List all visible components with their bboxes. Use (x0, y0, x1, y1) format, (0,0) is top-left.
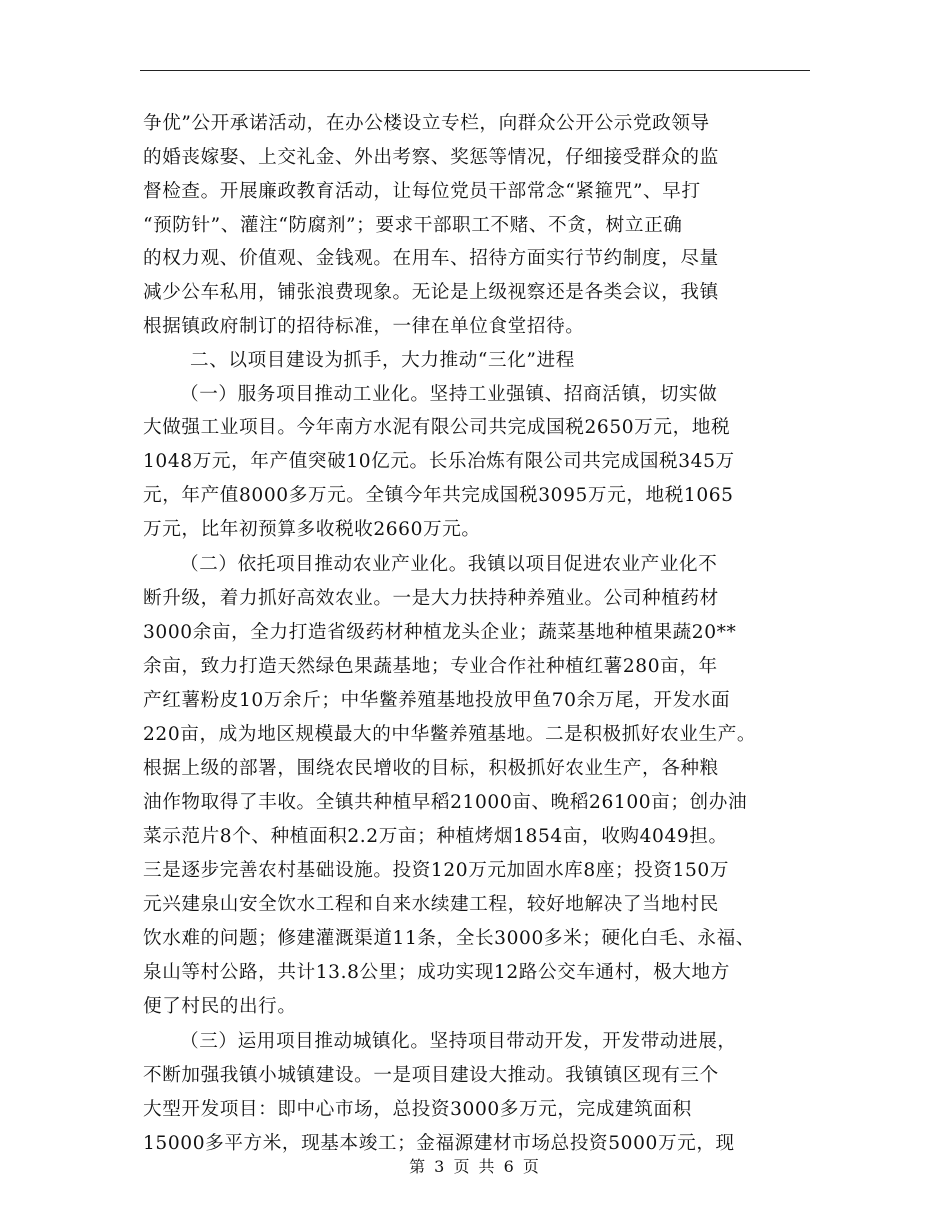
text-line: 1048万元，年产值突破10亿元。长乐冶炼有限公司共完成国税345万 (143, 451, 735, 472)
text-line: 产红薯粉皮10万余斤；中华鳖养殖基地投放甲鱼70余万尾，开发水面 (143, 690, 731, 711)
text-line: 大型开发项目：即中心市场，总投资3000多万元，完成建筑面积 (143, 1099, 692, 1120)
text-line: 三是逐步完善农村基础设施。投资120万元加固水库8座；投资150万 (143, 860, 730, 881)
text-line: 的权力观、价值观、金钱观。在用车、招待方面实行节约制度，尽量 (143, 248, 719, 269)
header-rule (140, 70, 810, 71)
page-footer: 第 3 页 共 6 页 (409, 1157, 541, 1176)
text-line: （一）服务项目推动工业化。坚持工业强镇、招商活镇，切实做 (180, 384, 718, 405)
text-line: 泉山等村公路，共计13.8公里；成功实现12路公交车通村，极大地方 (143, 962, 730, 983)
text-line: （二）依托项目推动农业产业化。我镇以项目促进农业产业化不 (180, 554, 718, 575)
text-line: 根据上级的部署，围绕农民增收的目标，积极抓好农业生产，各种粮 (143, 758, 719, 779)
text-line: 余亩，致力打造天然绿色果蔬基地；专业合作社种植红薯280亩，年 (143, 656, 718, 677)
text-line: “预防针”、灌注“防腐剂”；要求干部职工不赌、不贪，树立正确 (143, 215, 683, 236)
text-line: 不断加强我镇小城镇建设。一是项目建设大推动。我镇镇区现有三个 (143, 1065, 719, 1086)
text-line: 饮水难的问题；修建灌溉渠道11条，全长3000多米；硬化白毛、永福、 (143, 928, 756, 949)
text-line: 220亩，成为地区规模最大的中华鳖养殖基地。二是积极抓好农业生产。 (143, 724, 757, 745)
text-line: 争优”公开承诺活动，在办公楼设立专栏，向群众公开公示党政领导 (143, 113, 710, 134)
text-line: 元，年产值8000多万元。全镇今年共完成国税3095万元，地税1065 (143, 485, 734, 506)
text-line: 督检查。开展廉政教育活动，让每位党员干部常念“紧箍咒”、早打 (143, 181, 701, 202)
text-line: 3000余亩，全力打造省级药材种植龙头企业；蔬菜基地种植果蔬20** (143, 622, 737, 643)
text-line: 减少公车私用，铺张浪费现象。无论是上级视察还是各类会议，我镇 (143, 282, 719, 303)
text-line: （三）运用项目推动城镇化。坚持项目带动开发，开发带动进展， (180, 1031, 737, 1052)
text-line: 便了村民的出行。 (143, 996, 297, 1017)
text-line: 油作物取得了丰收。全镇共种植早稻21000亩、晚稻26100亩；创办油 (143, 792, 748, 813)
text-line: 根据镇政府制订的招待标准，一律在单位食堂招待。 (143, 316, 585, 337)
text-line: 大做强工业项目。今年南方水泥有限公司共完成国税2650万元，地税 (143, 417, 731, 438)
section-heading: 二、以项目建设为抓手，大力推动“三化”进程 (190, 350, 575, 371)
text-line: 的婚丧嫁娶、上交礼金、外出考察、奖惩等情况，仔细接受群众的监 (143, 147, 719, 168)
text-line: 15000多平方米，现基本竣工；金福源建材市场总投资5000万元，现 (143, 1133, 735, 1154)
text-line: 断升级，着力抓好高效农业。一是大力扶持种养殖业。公司种植药材 (143, 588, 719, 609)
text-line: 菜示范片8个、种植面积2.2万亩；种植烤烟1854亩，收购4049担。 (143, 826, 728, 847)
text-line: 元兴建泉山安全饮水工程和自来水续建工程，较好地解决了当地村民 (143, 894, 719, 915)
text-line: 万元，比年初预算多收税收2660万元。 (143, 519, 481, 540)
